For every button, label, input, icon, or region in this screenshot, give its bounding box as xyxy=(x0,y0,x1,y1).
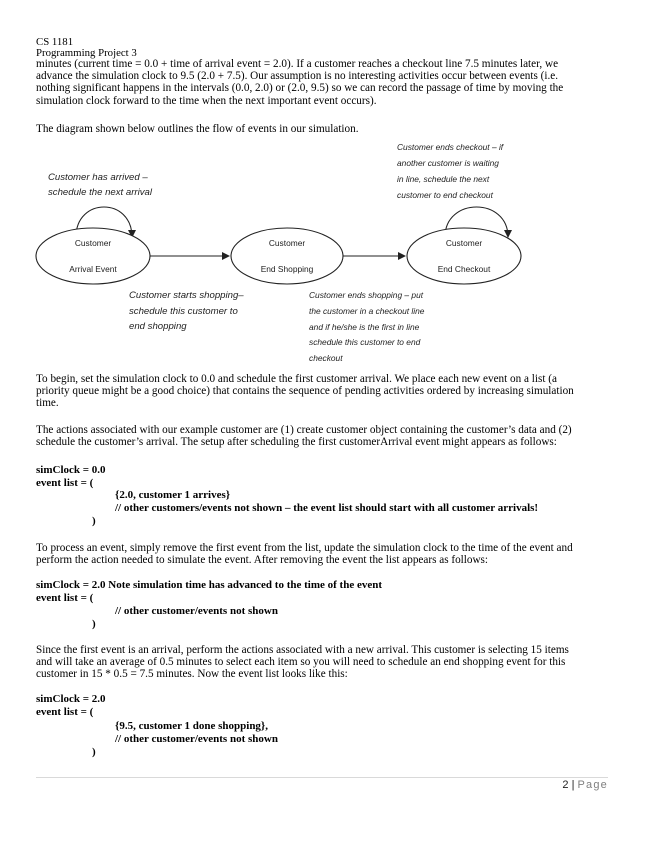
text-line: perform the action needed to simulate the event. After removing the event the list appears as follows: xyxy=(36,554,489,567)
code-block-3-item2: // other customer/events not shown xyxy=(115,733,278,745)
node-arrival-line2: Arrival Event xyxy=(69,264,117,274)
page-separator: | xyxy=(568,779,578,791)
annotation-arrived xyxy=(48,170,152,200)
annotation-line: Customer starts shopping– xyxy=(129,290,244,301)
project-title: Programming Project 3 xyxy=(36,47,137,59)
code-block-1-close: ) xyxy=(92,515,96,527)
page-number: 2 xyxy=(562,779,569,791)
actions-paragraph xyxy=(36,424,608,448)
page-footer xyxy=(562,779,608,791)
node-arrival-line1: Customer xyxy=(74,238,112,248)
node-checkout-line1: Customer xyxy=(445,238,483,248)
node-shopping-line1: Customer xyxy=(268,238,306,248)
annotation-line: schedule this customer to xyxy=(129,305,238,317)
code-block-3-item1: {9.5, customer 1 done shopping}, xyxy=(115,720,269,732)
intro-paragraph xyxy=(36,58,608,107)
text-line: advance the simulation clock to 9.5 (2.0 + 7.5). Our assumption is no interesting activities occur between events (i.e. xyxy=(36,70,559,83)
annotation-line: customer to end checkout xyxy=(397,190,493,200)
node-shopping-line2: End Shopping xyxy=(260,264,314,274)
text-line: simulation clock forward to the time when the next important event occurs). xyxy=(36,94,377,107)
text-line: and will take an average of 0.5 minutes to select each item so you will need to schedule an end shopping event for this xyxy=(36,656,566,669)
annotation-line: and if he/she is the first in line xyxy=(309,321,420,332)
text-line: nothing significant happens in the intervals (0.0, 2.0) or (2.0, 9.5) so we can record the passage of time by moving the xyxy=(36,82,564,95)
code-block-1-clock: simClock = 0.0 xyxy=(36,464,106,476)
annotation-line: Customer ends shopping – put xyxy=(309,290,424,300)
course-code: CS 1181 xyxy=(36,36,74,48)
code-block-2-close: ) xyxy=(92,618,96,630)
code-block-2-item1: // other customer/events not shown xyxy=(115,605,278,617)
annotation-line: Customer ends checkout – if xyxy=(397,142,504,152)
code-block-3-close: ) xyxy=(92,746,96,758)
code-block-1-item1: {2.0, customer 1 arrives} xyxy=(115,489,231,501)
code-block-1-list-open: event list = ( xyxy=(36,477,94,489)
node-end-shopping xyxy=(231,228,343,284)
code-block-2-clock: simClock = 2.0 Note simulation time has advanced to the time of the event xyxy=(36,579,383,591)
node-checkout-line2: End Checkout xyxy=(437,264,491,274)
annotation-line: another customer is waiting xyxy=(397,158,499,168)
annotation-line: schedule the next arrival xyxy=(48,187,152,198)
text-line: schedule the customer’s arrival. The setup after scheduling the first customerArrival event might appears as follows: xyxy=(36,436,557,449)
text-line: The actions associated with our example customer are (1) create customer object containing the customer’s data and (2) xyxy=(36,424,572,436)
diagram-intro: The diagram shown below outlines the flow of events in our simulation. xyxy=(36,123,359,135)
code-block-1-item2: // other customers/events not shown – the event list should start with all customer arrivals! xyxy=(115,502,539,514)
since-paragraph xyxy=(36,644,608,681)
begin-paragraph xyxy=(36,373,608,410)
text-line: To begin, set the simulation clock to 0.0 and schedule the first customer arrival. We place each new event on a list (a xyxy=(36,373,557,385)
node-end-checkout xyxy=(407,228,521,284)
code-block-3-clock: simClock = 2.0 xyxy=(36,693,106,705)
annotation-ends-shopping xyxy=(309,288,424,367)
annotation-line: the customer in a checkout line xyxy=(309,305,425,316)
node-arrival xyxy=(36,228,150,284)
text-line: To process an event, simply remove the first event from the list, update the simulation clock to the time of the event and xyxy=(36,542,573,554)
text-line: time. xyxy=(36,397,59,410)
annotation-line: checkout xyxy=(309,353,343,364)
code-block-3-list-open: event list = ( xyxy=(36,706,94,718)
annotation-line: in line, schedule the next xyxy=(397,174,490,184)
annotation-line: schedule this customer to end xyxy=(309,337,421,348)
annotation-starts-shopping xyxy=(129,288,244,335)
code-block-2-list-open: event list = ( xyxy=(36,592,94,604)
annotation-checkout xyxy=(397,139,503,203)
annotation-line: end shopping xyxy=(129,321,187,332)
text-line: minutes (current time = 0.0 + time of arrival event = 2.0). If a customer reaches a checkout line 7.5 minutes later, we xyxy=(36,58,559,70)
text-line: priority queue might be a good choice) that contains the sequence of pending activities ordered by increasing simulation xyxy=(36,385,574,398)
text-line: customer in 15 * 0.5 = 7.5 minutes. Now the event list looks like this: xyxy=(36,668,348,681)
text-line: Since the first event is an arrival, perform the actions associated with a new arrival. This customer is selecting 15 items xyxy=(36,644,569,656)
footer-divider xyxy=(36,777,608,778)
annotation-line: Customer has arrived – xyxy=(48,172,148,183)
process-paragraph xyxy=(36,542,608,566)
page-label: Page xyxy=(577,779,608,791)
